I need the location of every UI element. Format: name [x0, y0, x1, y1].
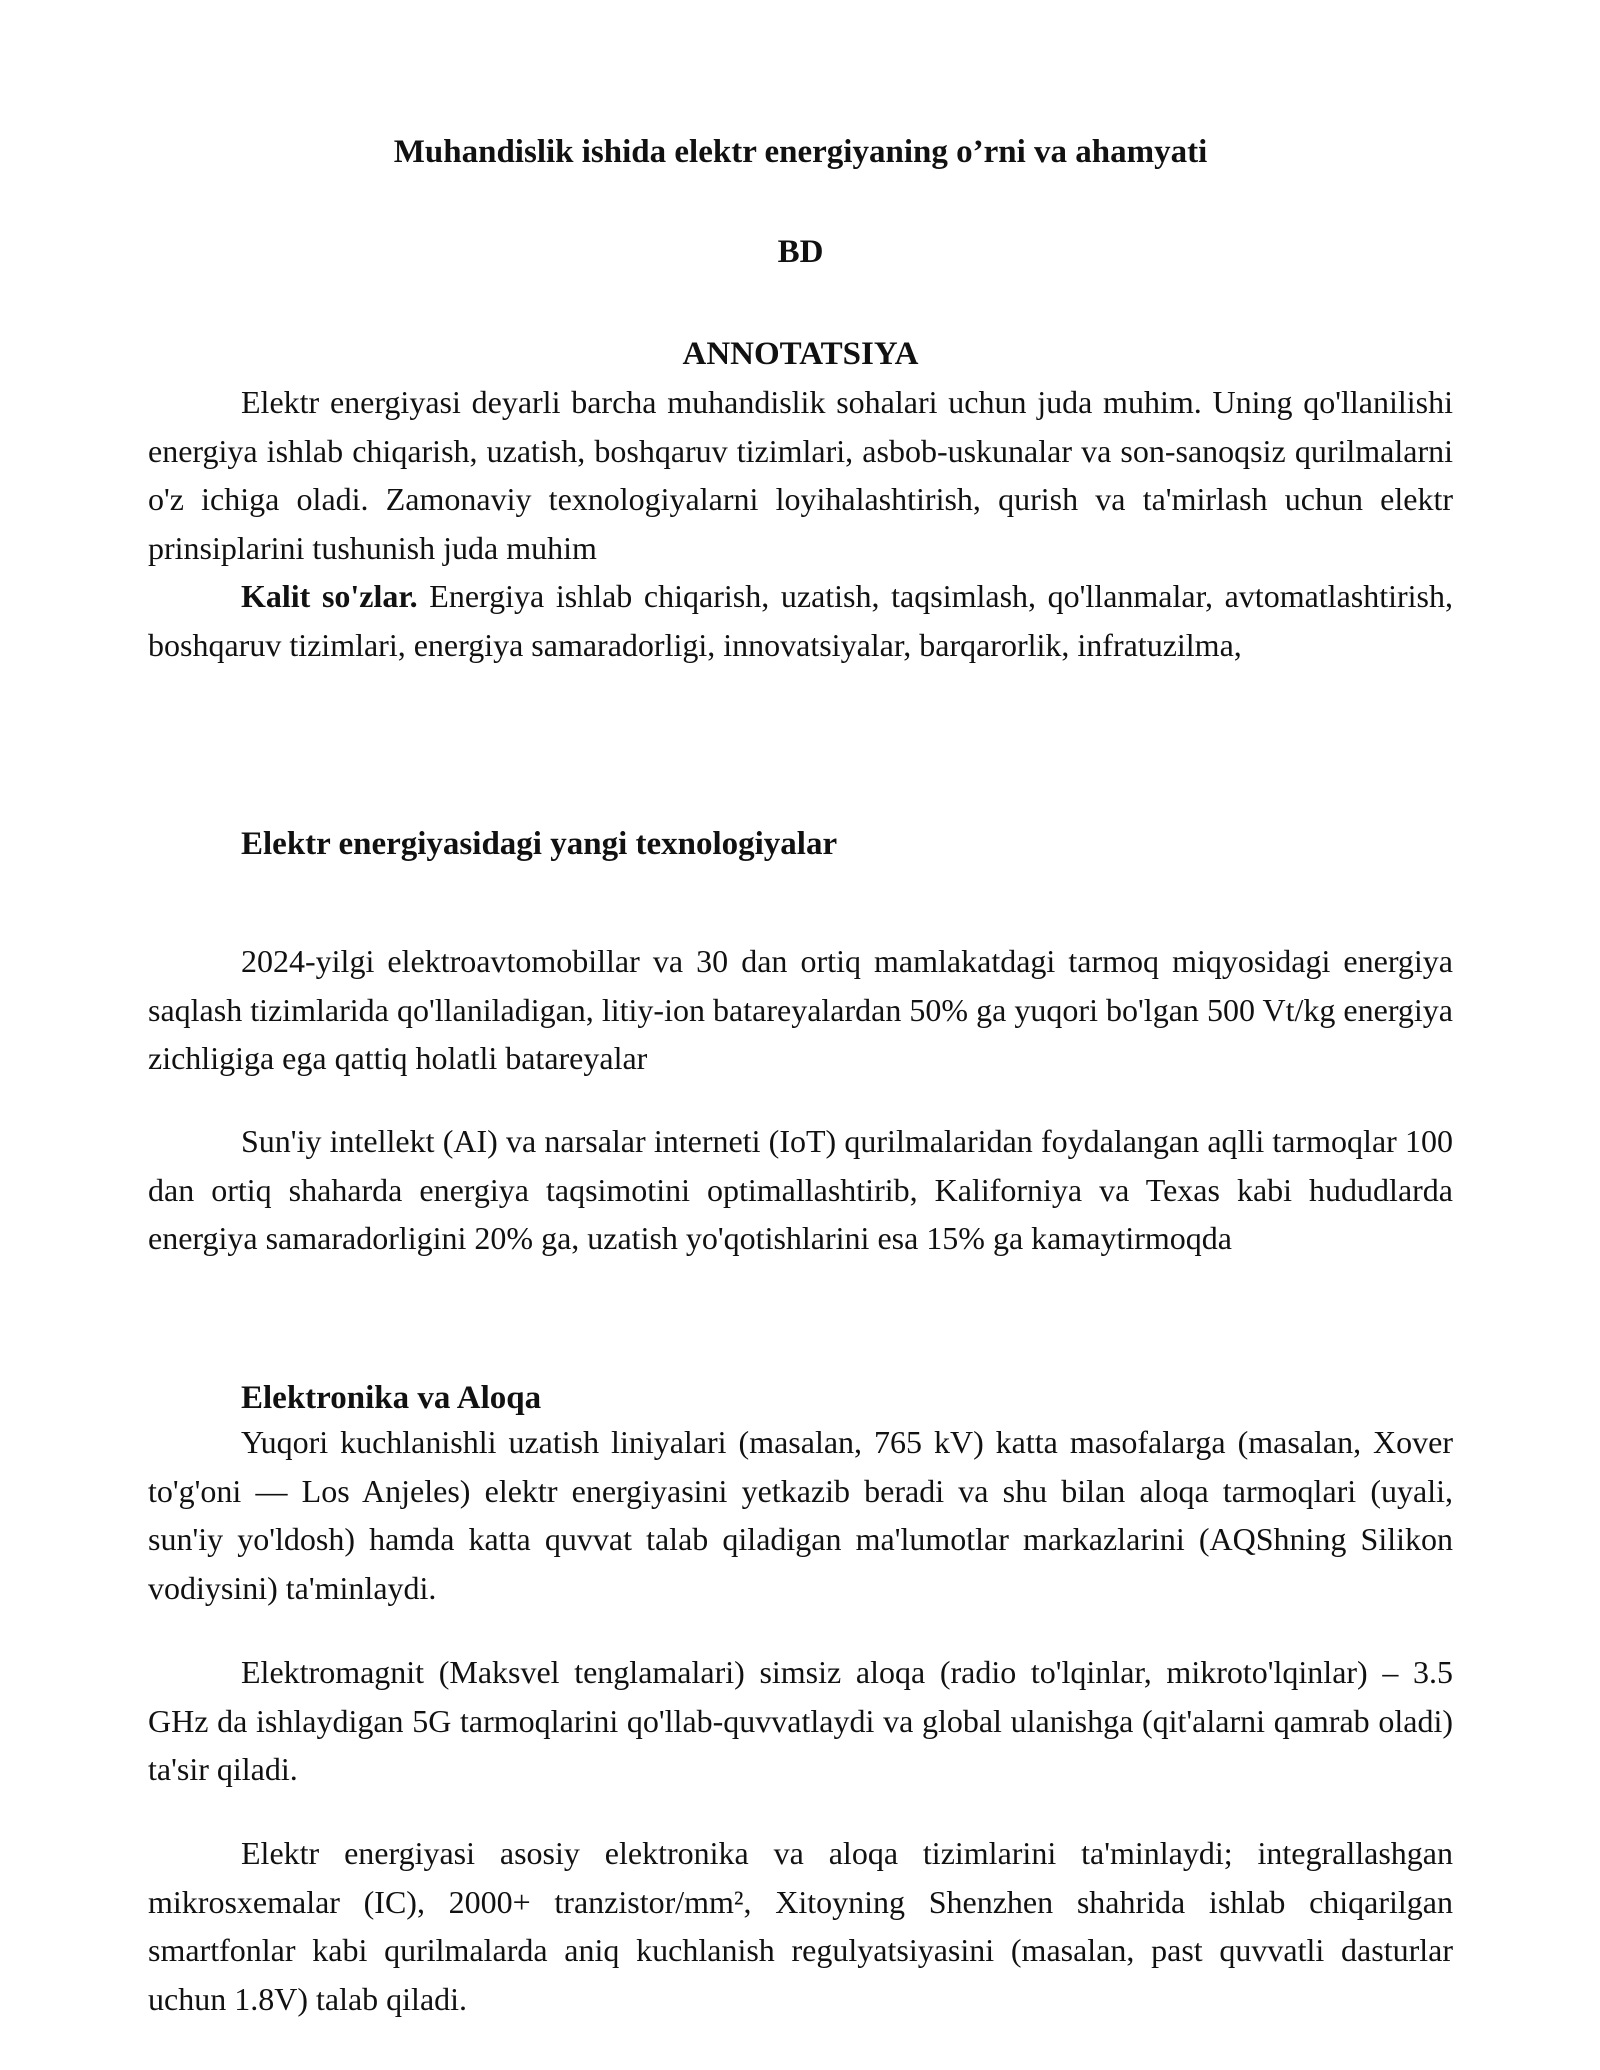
- section2-paragraph-1: Yuqori kuchlanishli uzatish liniyalari (masalan, 765 kV) katta masofalarga (masalan, Xover to'g'oni — Los Anjeles) elektr energiyasini yetkazib beradi va shu bilan aloqa tarmoqlari (uyali, sun'iy yo'ldosh) hamda katta quvvat talab qiladigan ma'lumotlar markazlarini (AQShning Silikon vodiysini) ta'minlaydi.: [148, 1424, 1453, 1606]
- section1-paragraph-1: 2024-yilgi elektroavtomobillar va 30 dan ortiq mamlakatdagi tarmoq miqyosidagi energiya saqlash tizimlarida qo'llaniladigan, litiy-ion batareyalardan 50% ga yuqori bo'lgan 500 Vt/kg energiya zichligiga ega qattiq holatli batareyalar: [148, 943, 1453, 1076]
- annotation-heading: ANNOTATSIYA: [682, 336, 919, 372]
- annotation-text: Elektr energiyasi deyarli barcha muhandislik sohalari uchun juda muhim. Uning qo'llanilishi energiya ishlab chiqarish, uzatish, boshqaruv tizimlari, asbob-uskunalar va son-sanoqsiz qurilmalarni o'z ichiga oladi. Zamonaviy texnologiyalarni loyihalashtirish, qurish va ta'mirlash uchun elektr prinsiplarini tushunish juda muhim: [148, 384, 1453, 566]
- keywords-label: Kalit so'zlar.: [241, 578, 418, 614]
- keywords-paragraph: [148, 572, 1453, 669]
- section2-paragraph-2: Elektromagnit (Maksvel tenglamalari) simsiz aloqa (radio to'lqinlar, mikroto'lqinlar) – 3.5 GHz da ishlaydigan 5G tarmoqlarini qo'llab-quvvatlaydi va global ulanishga (qit'alarni qamrab oladi) ta'sir qiladi.: [148, 1654, 1453, 1787]
- keywords-text: Energiya ishlab chiqarish, uzatish, taqsimlash, qo'llanmalar, avtomatlashtirish, boshqaruv tizimlari, energiya samaradorligi, innovatsiyalar, barqarorlik, infratuzilma,: [148, 578, 1454, 663]
- document-author: BD: [777, 234, 824, 270]
- section2-paragraph-3: Elektr energiyasi asosiy elektronika va aloqa tizimlarini ta'minlaydi; integrallashgan mikrosxemalar (IC), 2000+ tranzistor/mm², Xitoyning Shenzhen shahrida ishlab chiqarilgan smartfonlar kabi qurilmalarda aniq kuchlanish regulyatsiyasini (masalan, past quvvatli dasturlar uchun 1.8V) talab qiladi.: [148, 1835, 1453, 2017]
- document-title: Muhandislik ishida elektr energiyaning o’rni va ahamyati: [393, 134, 1208, 170]
- section-heading-electronics: Elektronika va Aloqa: [241, 1380, 542, 1416]
- document-page: [148, 0, 1453, 2070]
- section-heading-new-technologies: Elektr energiyasidagi yangi texnologiyalar: [241, 826, 838, 862]
- section1-paragraph-2: Sun'iy intellekt (AI) va narsalar interneti (IoT) qurilmalaridan foydalangan aqlli tarmoqlar 100 dan ortiq shaharda energiya taqsimotini optimallashtirib, Kaliforniya va Texas kabi hududlarda energiya samaradorligini 20% ga, uzatish yo'qotishlarini esa 15% ga kamaytirmoqda: [148, 1123, 1453, 1256]
